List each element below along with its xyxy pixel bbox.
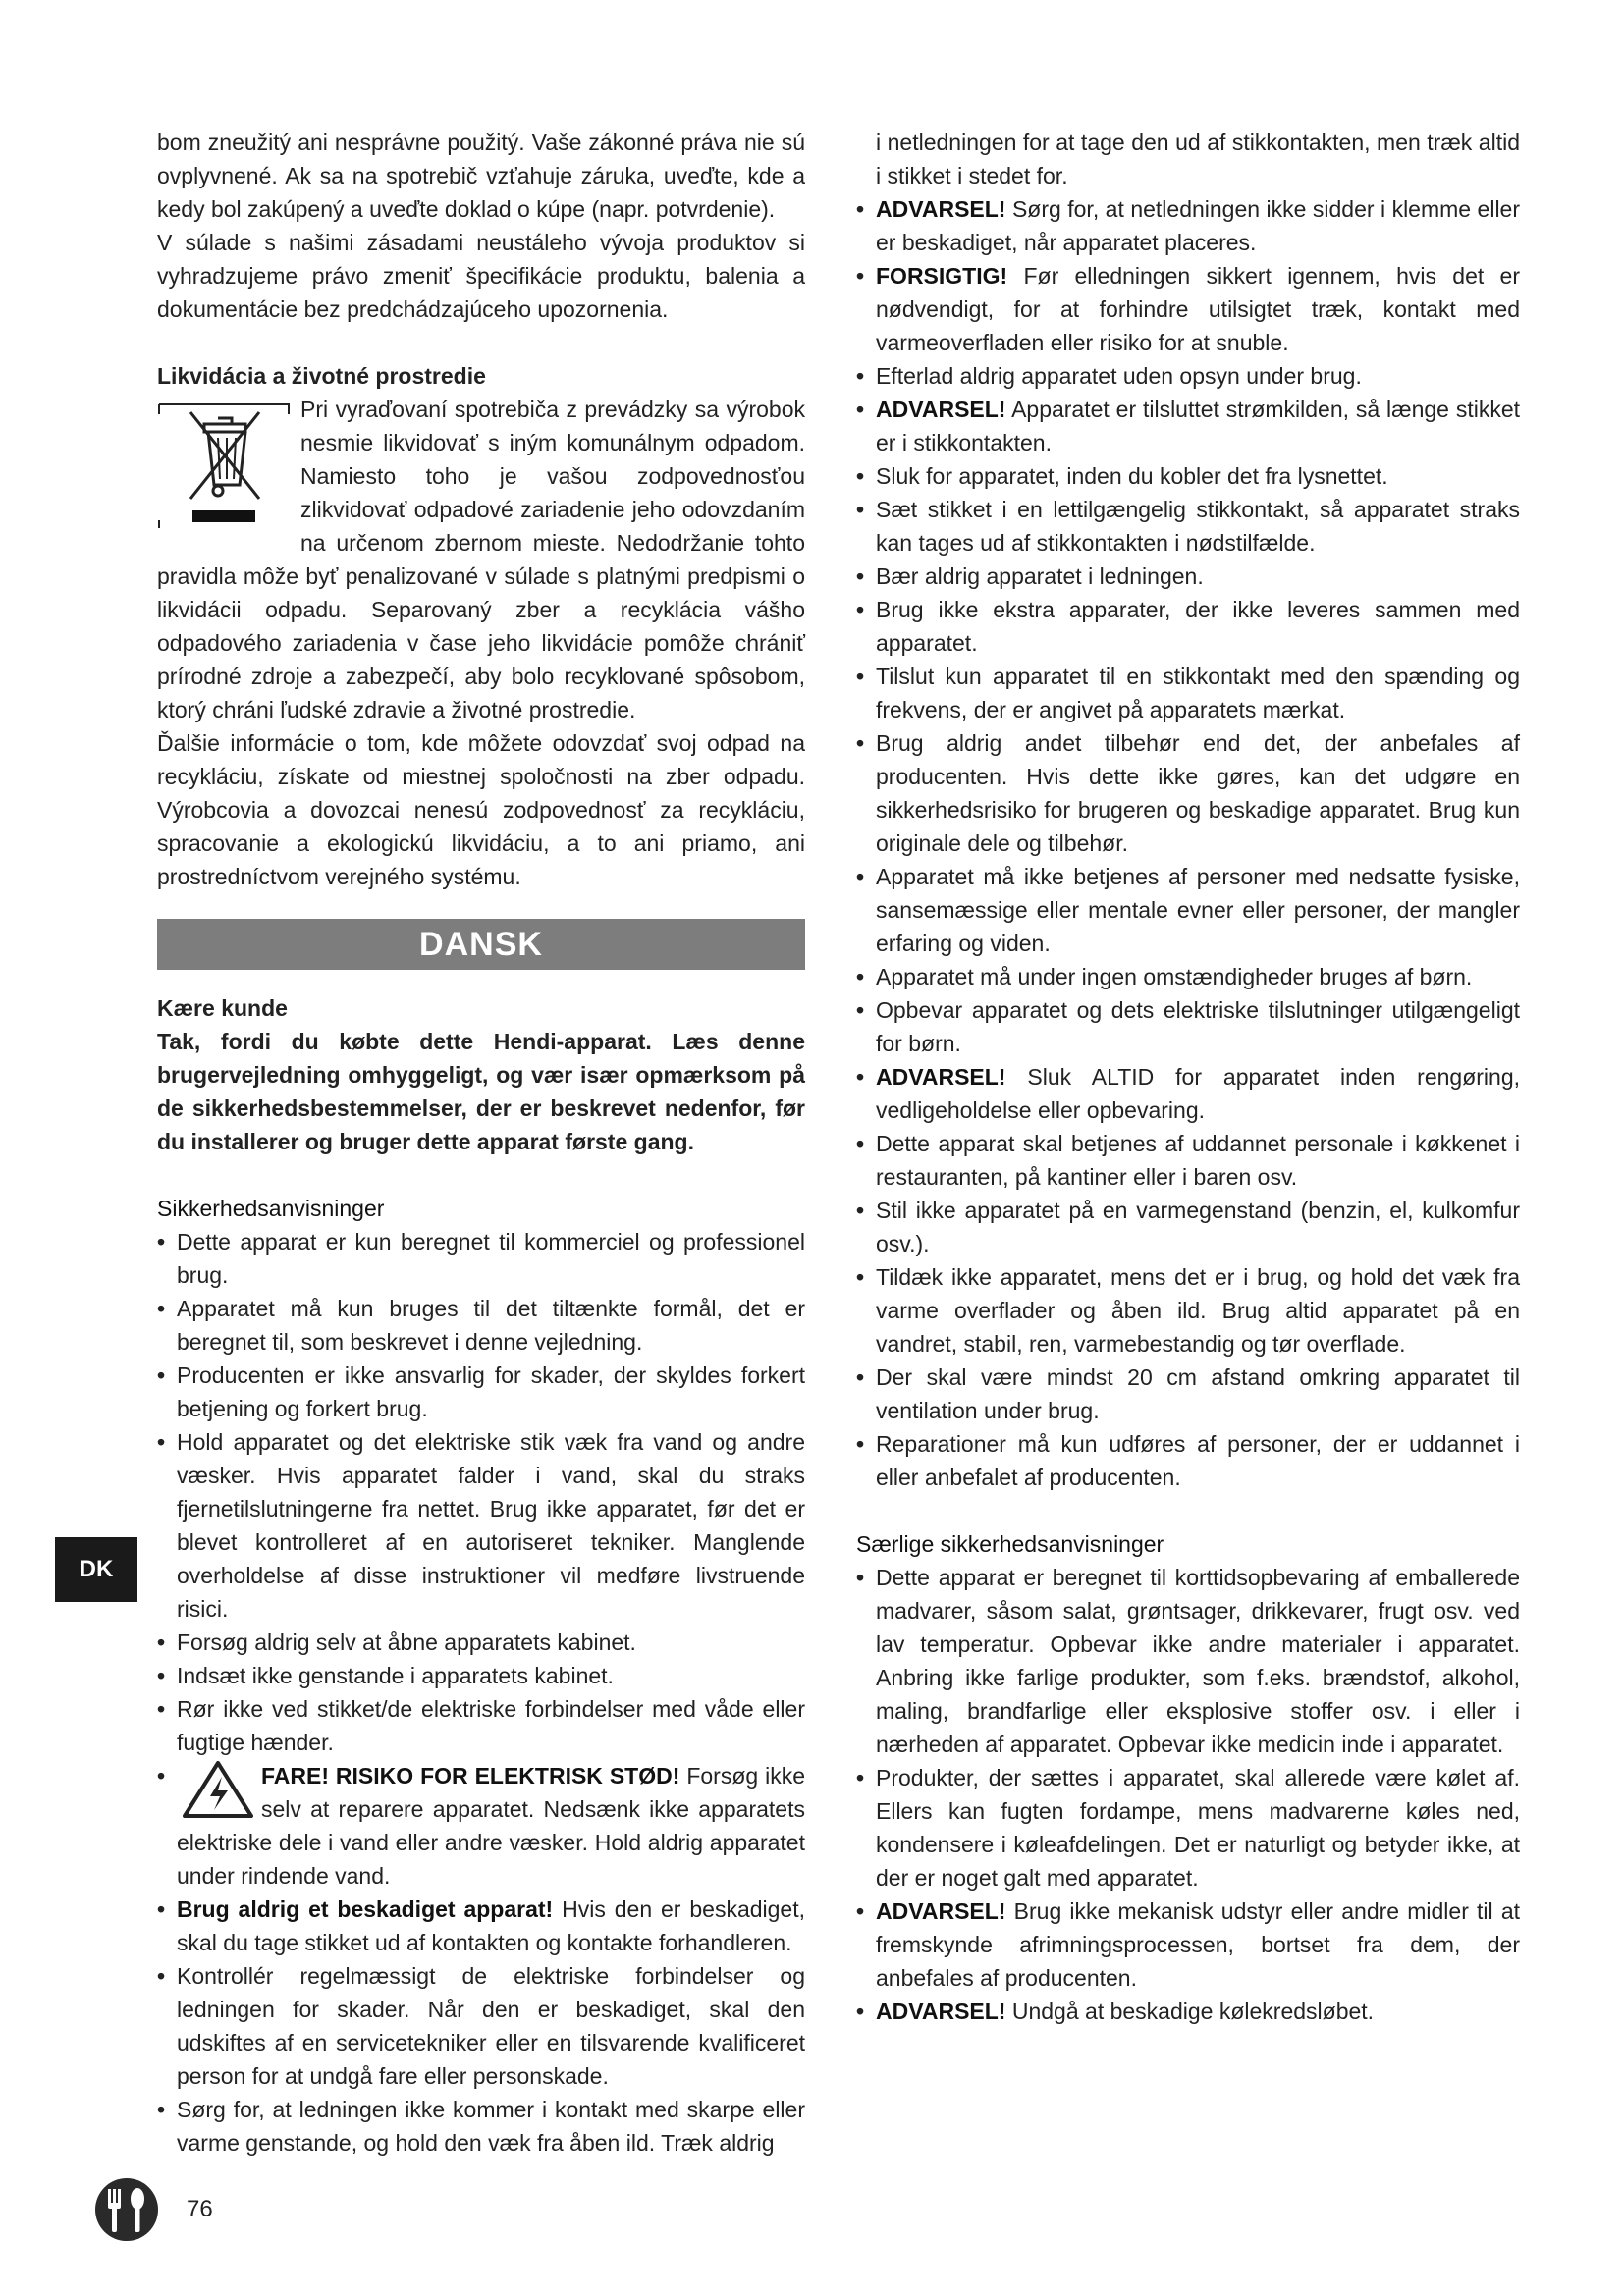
list-item	[856, 1260, 1520, 1361]
list-item	[856, 259, 1520, 359]
list-item	[856, 1127, 1520, 1194]
disposal-paragraph: Pri vyraďovaní spotrebiča z prevádzky sa výrobok nesmie likvidovať s iným komunálnym odpadom. Namiesto toho je vašou zodpovednosťou zlikvidovať odpadové zariadenie jeho odovzdaním na určenom zbernom mieste. Nedodržanie tohto pravidla môže byť penalizované v súlade s platnými predpismi o likvidácii odpadu. Separovaný zber a recyklácia vášho odpadového zariadenia v čase jeho likvidácie pomôže chrániť prírodné zdroje a zabezpečí, aby bolo recyklované spôsobom, ktorý chráni ľudské zdravie a životné prostredie.	[157, 397, 805, 722]
list-item-text: Bær aldrig apparatet i ledningen.	[876, 563, 1204, 589]
list-item	[856, 726, 1520, 860]
list-item-text: Sluk ALTID for apparatet inden rengøring, vedligeholdelse eller opbevaring.	[876, 1064, 1521, 1123]
list-item-text: Brug ikke mekanisk udstyr eller andre midler til at fremskynde afrimningsprocessen, bortset fra dem, der anbefales af producenten.	[876, 1898, 1521, 1991]
crossed-out-wheelie-bin-icon	[157, 399, 291, 536]
disposal-heading: Likvidácia a životné prostredie	[157, 363, 486, 389]
list-item	[856, 359, 1520, 393]
warning-label: ADVARSEL!	[876, 196, 1006, 222]
safety-list-right	[856, 192, 1520, 1494]
list-item	[856, 1361, 1520, 1427]
list-item-danger	[157, 1759, 805, 1893]
special-safety-list	[856, 1561, 1520, 2028]
list-item: • Hold apparatet og det elektriske stik væk fra vand og andre væsker. Hvis apparatet falder i vand, skal du straks fjernetilslutningerne fra nettet. Brug ikke apparatet, før det er blevet kontrolleret af en autoriseret tekniker. Manglende overholdelse af disse instruktioner vil medføre livstruende risici.	[157, 1425, 805, 1626]
disposal-section	[157, 393, 805, 726]
electric-shock-warning-icon	[181, 1759, 255, 1820]
list-item: • Forsøg aldrig selv at åbne apparatets kabinet.	[157, 1626, 805, 1659]
list-item	[856, 860, 1520, 960]
list-item	[856, 1427, 1520, 1494]
language-banner: DANSK	[157, 919, 805, 970]
list-item-text: Apparatet må under ingen omstændigheder bruges af børn.	[876, 964, 1473, 989]
list-item-text: Undgå at beskadige kølekredsløbet.	[1011, 1999, 1375, 2024]
list-item-text: Dette apparat skal betjenes af uddannet personale i køkkenet i restauranten, på kantiner eller i baren osv.	[876, 1131, 1520, 1190]
damaged-text: Hvis den er beskadiget, skal du tage stikket ud af kontakten og kontakte forhandleren.	[177, 1896, 805, 1955]
list-item-text: Tildæk ikke apparatet, mens det er i brug, og hold det væk fra varme overflader og åben ild. Brug altid apparatet på en vandret, stabil, ren, varmebestandig og tør overflade.	[876, 1264, 1520, 1357]
list-item	[856, 560, 1520, 593]
list-item	[856, 192, 1520, 259]
policy-paragraph: V súlade s našimi zásadami neustáleho vývoja produktov si vyhradzujeme právo zmeniť špecifikácie produktu, balenia a dokumentácie bez predchádzajúceho upozornenia.	[157, 230, 805, 322]
safety-list	[157, 1225, 805, 2160]
list-item: • Sørg for, at ledningen ikke kommer i kontakt med skarpe eller varme genstande, og hold den væk fra åben ild. Træk aldrig	[157, 2093, 805, 2160]
intro-paragraph: bom zneužitý ani nesprávne použitý. Vaše zákonné práva nie sú ovplyvnené. Ak sa na spotrebič vzťahuje záruka, uveďte, kde a kedy bol zakúpený a uveďte doklad o kúpe (napr. potvrdenie).	[157, 130, 805, 222]
list-item-text: Stil ikke apparatet på en varmegenstand (benzin, el, kulkomfur osv.).	[876, 1198, 1520, 1256]
list-item-text: Efterlad aldrig apparatet uden opsyn under brug.	[876, 363, 1362, 389]
list-item: • Kontrollér regelmæssigt de elektriske forbindelser og ledningen for skader. Når den er beskadiget, skal den udskiftes af en servicetekniker eller en tilsvarende kvalificeret person for at undgå fare eller personskade.	[157, 1959, 805, 2093]
list-item-text: Sluk for apparatet, inden du kobler det fra lysnettet.	[876, 463, 1388, 489]
list-item	[856, 459, 1520, 493]
list-item: • Indsæt ikke genstande i apparatets kabinet.	[157, 1659, 805, 1692]
list-item-text: Brug ikke ekstra apparater, der ikke leveres sammen med apparatet.	[876, 597, 1520, 656]
warning-label: ADVARSEL!	[876, 1898, 1006, 1924]
cutlery-logo-icon	[94, 2177, 159, 2242]
damaged-label: Brug aldrig et beskadiget apparat!	[177, 1896, 554, 1922]
more-info-paragraph: Ďalšie informácie o tom, kde môžete odovzdať svoj odpad na recykláciu, získate od miestnej spoločnosti na zber odpadu. Výrobcovia a dovozcai nenesú zodpovednosť za recykláciu, spracovanie a ekologickú likvidáciu, a to ani priamo, ani prostredníctvom verejného systému.	[157, 730, 805, 889]
list-item	[856, 1761, 1520, 1895]
warning-label: ADVARSEL!	[876, 1999, 1006, 2024]
list-item	[856, 660, 1520, 726]
thanks-paragraph: Tak, fordi du købte dette Hendi-apparat. Læs denne brugervejledning omhyggeligt, og vær især opmærksom på de sikkerhedsbestemmelser, der er beskrevet nedenfor, før du installerer og bruger dette apparat første gang.	[157, 1029, 805, 1154]
list-item	[856, 1995, 1520, 2028]
list-item-text: Dette apparat er beregnet til korttidsopbevaring af emballerede madvarer, såsom salat, grøntsager, drikkevarer, frugt osv. ved lav temperatur. Opbevar ikke andre materialer i apparatet. Anbring ikke farlige produkter, som f.eks. brændstof, alkohol, maling, brandfarlige eller eksplosive stoffer osv. i eller i nærheden af apparatet. Opbevar ikke medicin inde i apparatet.	[876, 1565, 1520, 1757]
list-item-text: Opbevar apparatet og dets elektriske tilslutninger utilgængeligt for børn.	[876, 997, 1520, 1056]
list-item	[856, 493, 1520, 560]
list-item-text: Sørg for, at netledningen ikke sidder i klemme eller er beskadiget, når apparatet placeres.	[876, 196, 1521, 255]
danger-text: Forsøg ikke selv at reparere apparatet. Nedsænk ikke apparatets elektriske dele i vand eller andre væsker. Hold aldrig apparatet under rindende vand.	[177, 1763, 805, 1889]
list-item-text: Brug aldrig andet tilbehør end det, der anbefales af producenten. Hvis dette ikke gøres, kan det udgøre en sikkerhedsrisiko for brugeren og beskadige apparatet. Brug kun originale dele og tilbehør.	[876, 730, 1520, 856]
list-item	[856, 1060, 1520, 1127]
list-item	[856, 593, 1520, 660]
list-item	[856, 393, 1520, 459]
list-item	[856, 993, 1520, 1060]
list-item	[157, 1893, 805, 1959]
list-item-text: Før elledningen sikkert igennem, hvis det er nødvendigt, for at forhindre utilsigtet træk, kontakt med varmeoverfladen eller risiko for at snuble.	[876, 263, 1521, 355]
list-item: • Dette apparat er kun beregnet til kommerciel og professionel brug.	[157, 1225, 805, 1292]
safety-list-continued	[856, 126, 1520, 192]
list-item: • Producenten er ikke ansvarlig for skader, der skyldes forkert betjening og forkert brug.	[157, 1359, 805, 1425]
greeting: Kære kunde	[157, 995, 288, 1021]
list-item-text: Apparatet er tilsluttet strømkilden, så længe stikket er i stikkontakten.	[876, 397, 1521, 455]
list-item-text: Reparationer må kun udføres af personer, der er uddannet i eller anbefalet af producenten.	[876, 1431, 1520, 1490]
list-item-text: Sæt stikket i en lettilgængelig stikkontakt, så apparatet straks kan tages ud af stikkontakten i nødstilfælde.	[876, 497, 1520, 556]
safety-heading: Sikkerhedsanvisninger	[157, 1196, 385, 1221]
list-item-continuation: i netledningen for at tage den ud af stikkontakten, men træk altid i stikket i stedet for.	[876, 130, 1520, 188]
warning-label: FORSIGTIG!	[876, 263, 1008, 289]
left-column	[157, 126, 805, 2160]
danger-label: FARE! RISIKO FOR ELEKTRISK STØD!	[261, 1763, 680, 1789]
list-item-text: Produkter, der sættes i apparatet, skal allerede være kølet af. Ellers kan fugten fordampe, mens madvarerne køles ned, kondensere i køleafdelingen. Det er naturligt og betyder ikke, at der er noget galt med apparatet.	[876, 1765, 1520, 1891]
language-tab: DK	[55, 1537, 137, 1602]
right-column	[856, 126, 1520, 2028]
list-item-text: Tilslut kun apparatet til en stikkontakt med den spænding og frekvens, der er angivet på apparatets mærkat.	[876, 664, 1520, 722]
list-item	[856, 1561, 1520, 1761]
warning-label: ADVARSEL!	[876, 397, 1006, 422]
list-item	[856, 1194, 1520, 1260]
list-item	[856, 1895, 1520, 1995]
list-item	[856, 960, 1520, 993]
list-item-text: Der skal være mindst 20 cm afstand omkring apparatet til ventilation under brug.	[876, 1364, 1520, 1423]
list-item: • Apparatet må kun bruges til det tiltænkte formål, det er beregnet til, som beskrevet i denne vejledning.	[157, 1292, 805, 1359]
special-safety-heading: Særlige sikkerhedsanvisninger	[856, 1531, 1164, 1557]
list-item-text: Apparatet må ikke betjenes af personer med nedsatte fysiske, sansemæssige eller mentale evner eller personer, der mangler erfaring og viden.	[876, 864, 1520, 956]
page-number: 76	[187, 2196, 213, 2222]
warning-label: ADVARSEL!	[876, 1064, 1006, 1090]
list-item: • Rør ikke ved stikket/de elektriske forbindelser med våde eller fugtige hænder.	[157, 1692, 805, 1759]
